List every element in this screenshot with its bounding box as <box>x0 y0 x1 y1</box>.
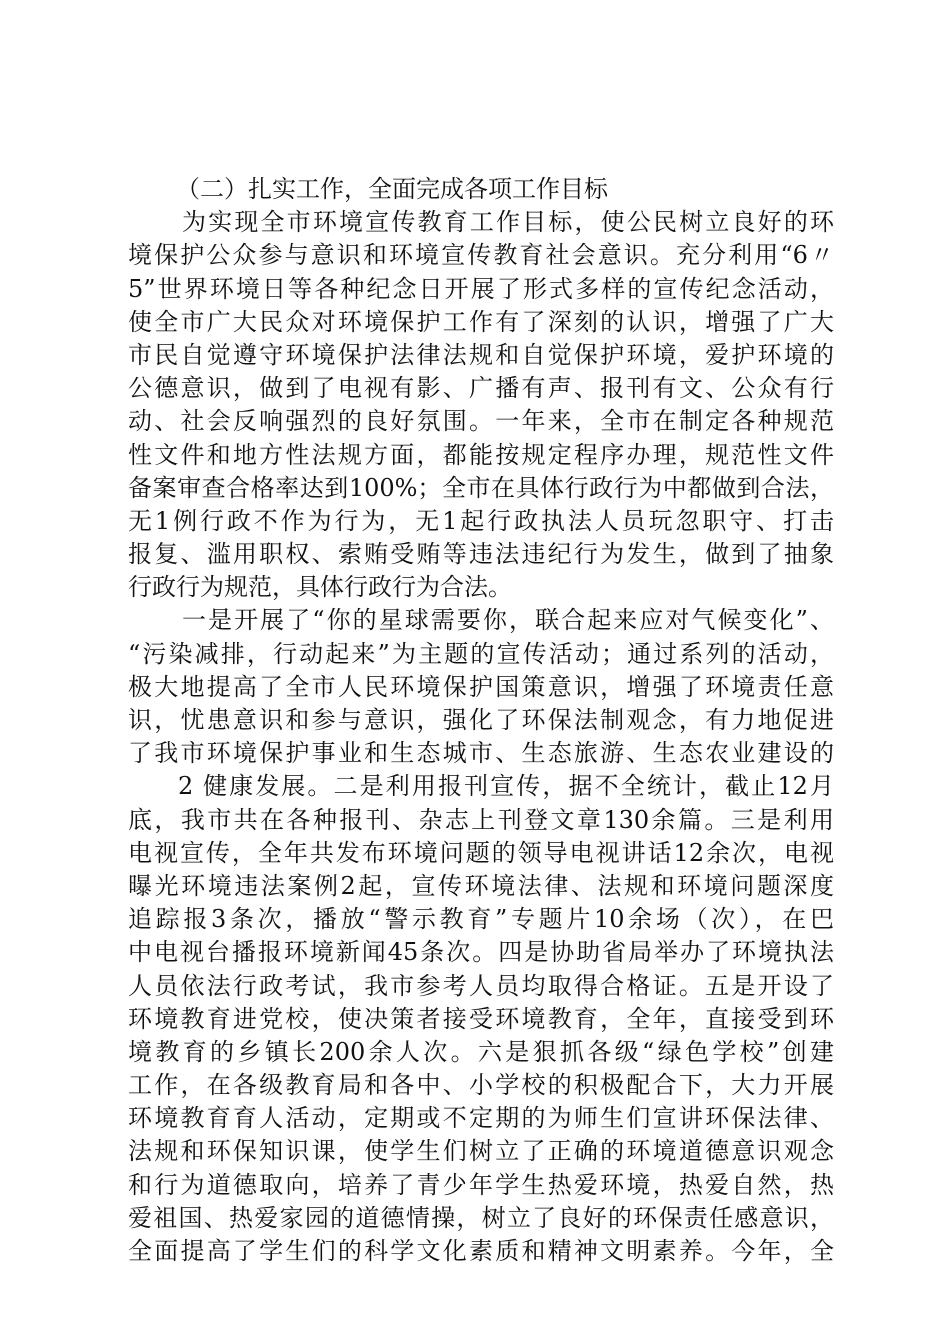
paragraph-line: 为实现全市环境宣传教育工作目标，使公民树立良好的环 <box>182 208 834 237</box>
paragraph-line: 市民自觉遵守环境保护法律法规和自觉保护环境，爱护环境的 <box>128 340 834 369</box>
paragraph-line: 行政行为规范，具体行政行为合法。 <box>128 573 512 602</box>
paragraph-line: 了我市环境保护事业和生态城市、生态旅游、生态农业建设的 <box>128 739 834 768</box>
paragraph-line: 2 健康发展。二是利用报刊宣传，据不全统计，截止12月 <box>178 772 834 801</box>
paragraph-line: 公德意识，做到了电视有影、广播有声、报刊有文、公众有行 <box>128 374 834 403</box>
paragraph-line: 境保护公众参与意识和环境宣传教育社会意识。充分利用“6〃 <box>128 241 834 270</box>
paragraph-line: 境教育的乡镇长200余人次。六是狠抓各级“绿色学校”创建 <box>128 1037 834 1066</box>
paragraph-line: “污染减排，行动起来”为主题的宣传活动；通过系列的活动， <box>128 639 834 668</box>
paragraph-line: 无1例行政不作为行为，无1起行政执法人员玩忽职守、打击 <box>128 506 834 535</box>
paragraph-line: 全面提高了学生们的科学文化素质和精神文明素养。今年，全 <box>128 1237 834 1265</box>
section-heading: （二）扎实工作，全面完成各项工作目标 <box>176 175 608 203</box>
document-body <box>128 173 834 1268</box>
paragraph-line: 使全市广大民众对环境保护工作有了深刻的认识，增强了广大 <box>128 307 834 336</box>
paragraph-line: 报复、滥用职权、索贿受贿等违法违纪行为发生，做到了抽象 <box>128 540 834 569</box>
paragraph-line: 极大地提高了全市人民环境保护国策意识，增强了环境责任意 <box>128 672 834 701</box>
paragraph-line: 环境教育育人活动，定期或不定期的为师生们宣讲环保法律、 <box>128 1104 834 1133</box>
paragraph-line: 性文件和地方性法规方面，都能按规定程序办理，规范性文件 <box>128 440 834 469</box>
paragraph-line: 电视宣传，全年共发布环境问题的领导电视讲话12余次，电视 <box>128 838 834 867</box>
paragraph-line: 和行为道德取向，培养了青少年学生热爱环境，热爱自然，热 <box>128 1170 834 1199</box>
paragraph-line: 5”世界环境日等各种纪念日开展了形式多样的宣传纪念活动， <box>128 274 834 303</box>
paragraph-line: 爱祖国、热爱家园的道德情操，树立了良好的环保责任感意识， <box>128 1203 834 1232</box>
paragraph-line: 工作，在各级教育局和各中、小学校的积极配合下，大力开展 <box>128 1071 834 1100</box>
paragraph-line: 备案审查合格率达到100%；全市在具体行政行为中都做到合法， <box>128 473 834 502</box>
paragraph-line: 识，忧患意识和参与意识，强化了环保法制观念，有力地促进 <box>128 706 834 734</box>
paragraph-line: 法规和环保知识课，使学生们树立了正确的环境道德意识观念 <box>128 1137 834 1166</box>
paragraph-line: 人员依法行政考试，我市参考人员均取得合格证。五是开设了 <box>128 971 834 1000</box>
paragraph-line: 中电视台播报环境新闻45条次。四是协助省局举办了环境执法 <box>128 938 834 967</box>
paragraph-line: 追踪报3条次，播放“警示教育”专题片10余场（次），在巴 <box>128 905 834 934</box>
paragraph-line: 环境教育进党校，使决策者接受环境教育，全年，直接受到环 <box>128 1004 834 1033</box>
paragraph-line: 曝光环境违法案例2起，宣传环境法律、法规和环境问题深度 <box>128 871 834 900</box>
paragraph-line: 动、社会反响强烈的良好氛围。一年来，全市在制定各种规范 <box>128 407 834 436</box>
paragraph-line: 一是开展了“你的星球需要你，联合起来应对气候变化”、 <box>182 606 834 635</box>
paragraph-line: 底，我市共在各种报刊、杂志上刊登文章130余篇。三是利用 <box>128 805 834 834</box>
